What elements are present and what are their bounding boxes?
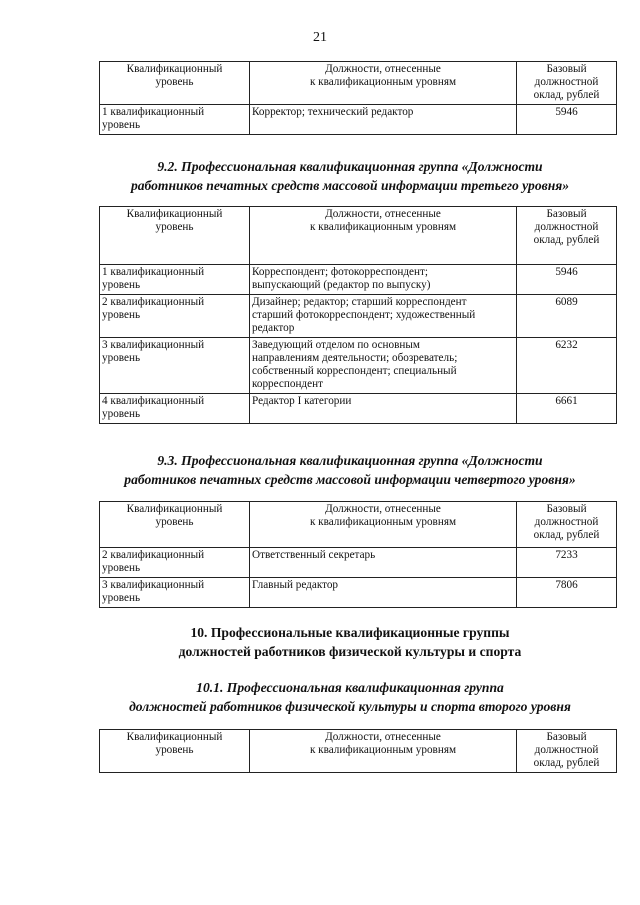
table-header-row xyxy=(100,502,617,548)
row-level: 3 квалификационный уровень xyxy=(100,578,250,608)
table-print-media-4 xyxy=(99,501,617,608)
table-row xyxy=(100,394,617,424)
header-positions: Должности, отнесенные к квалификационным уровням xyxy=(250,62,517,105)
row-positions: Главный редактор xyxy=(250,578,517,608)
table-row xyxy=(100,578,617,608)
section-heading-line: 9.2. Профессиональная квалификационная группа «Должности xyxy=(157,159,543,174)
table-header-row xyxy=(100,62,617,105)
row-positions: Ответственный секретарь xyxy=(250,548,517,578)
row-salary: 6089 xyxy=(517,295,617,338)
header-salary: Базовый должностной оклад, рублей xyxy=(517,502,617,548)
section-heading-9-3 xyxy=(60,451,640,489)
header-level: Квалификационный уровень xyxy=(100,62,250,105)
table-header-row xyxy=(100,207,617,265)
header-level: Квалификационный уровень xyxy=(100,502,250,548)
section-heading-line: работников печатных средств массовой информации четвертого уровня» xyxy=(124,472,576,487)
page-number: 21 xyxy=(313,30,327,45)
row-level: 2 квалификационный уровень xyxy=(100,295,250,338)
table-row xyxy=(100,295,617,338)
header-positions: Должности, отнесенные к квалификационным уровням xyxy=(250,207,517,265)
table-print-media-2 xyxy=(99,61,617,135)
row-salary: 7806 xyxy=(517,578,617,608)
table-row xyxy=(100,265,617,295)
row-salary: 5946 xyxy=(517,105,617,135)
section-heading-9-2 xyxy=(60,157,640,195)
header-salary: Базовый должностной оклад, рублей xyxy=(517,730,617,773)
header-positions: Должности, отнесенные к квалификационным уровням xyxy=(250,730,517,773)
row-level: 1 квалификационный уровень xyxy=(100,265,250,295)
section-heading-10-1 xyxy=(60,678,640,716)
header-level: Квалификационный уровень xyxy=(100,207,250,265)
section-heading-line: работников печатных средств массовой информации третьего уровня» xyxy=(130,178,570,193)
table-row xyxy=(100,105,617,135)
table-sport-2 xyxy=(99,729,617,773)
row-positions: Редактор I категории xyxy=(250,394,517,424)
row-level: 3 квалификационный уровень xyxy=(100,338,250,394)
table-row xyxy=(100,338,617,394)
row-positions: Заведующий отделом по основным направлениям деятельности; обозреватель; собственный корреспондент; специальный корреспондент xyxy=(250,338,517,394)
header-positions: Должности, отнесенные к квалификационным уровням xyxy=(250,502,517,548)
row-level: 4 квалификационный уровень xyxy=(100,394,250,424)
row-level: 1 квалификационный уровень xyxy=(100,105,250,135)
row-salary: 7233 xyxy=(517,548,617,578)
row-positions: Дизайнер; редактор; старший корреспондент старший фотокорреспондент; художественный редактор xyxy=(250,295,517,338)
header-salary: Базовый должностной оклад, рублей xyxy=(517,207,617,265)
header-level: Квалификационный уровень xyxy=(100,730,250,773)
table-row xyxy=(100,548,617,578)
section-heading-line: должностей работников физической культуры и спорта xyxy=(178,644,522,659)
section-heading-line: 10.1. Профессиональная квалификационная группа xyxy=(196,680,504,695)
table-header-row xyxy=(100,730,617,773)
row-salary: 5946 xyxy=(517,265,617,295)
row-positions: Корректор; технический редактор xyxy=(250,105,517,135)
row-salary: 6661 xyxy=(517,394,617,424)
row-salary: 6232 xyxy=(517,338,617,394)
row-positions: Корреспондент; фотокорреспондент; выпускающий (редактор по выпуску) xyxy=(250,265,517,295)
section-heading-10 xyxy=(60,623,640,661)
table-print-media-3 xyxy=(99,206,617,424)
header-salary: Базовый должностной оклад, рублей xyxy=(517,62,617,105)
section-heading-line: 10. Профессиональные квалификационные группы xyxy=(190,625,510,640)
section-heading-line: должностей работников физической культуры и спорта второго уровня xyxy=(129,699,571,714)
row-level: 2 квалификационный уровень xyxy=(100,548,250,578)
section-heading-line: 9.3. Профессиональная квалификационная группа «Должности xyxy=(157,453,543,468)
